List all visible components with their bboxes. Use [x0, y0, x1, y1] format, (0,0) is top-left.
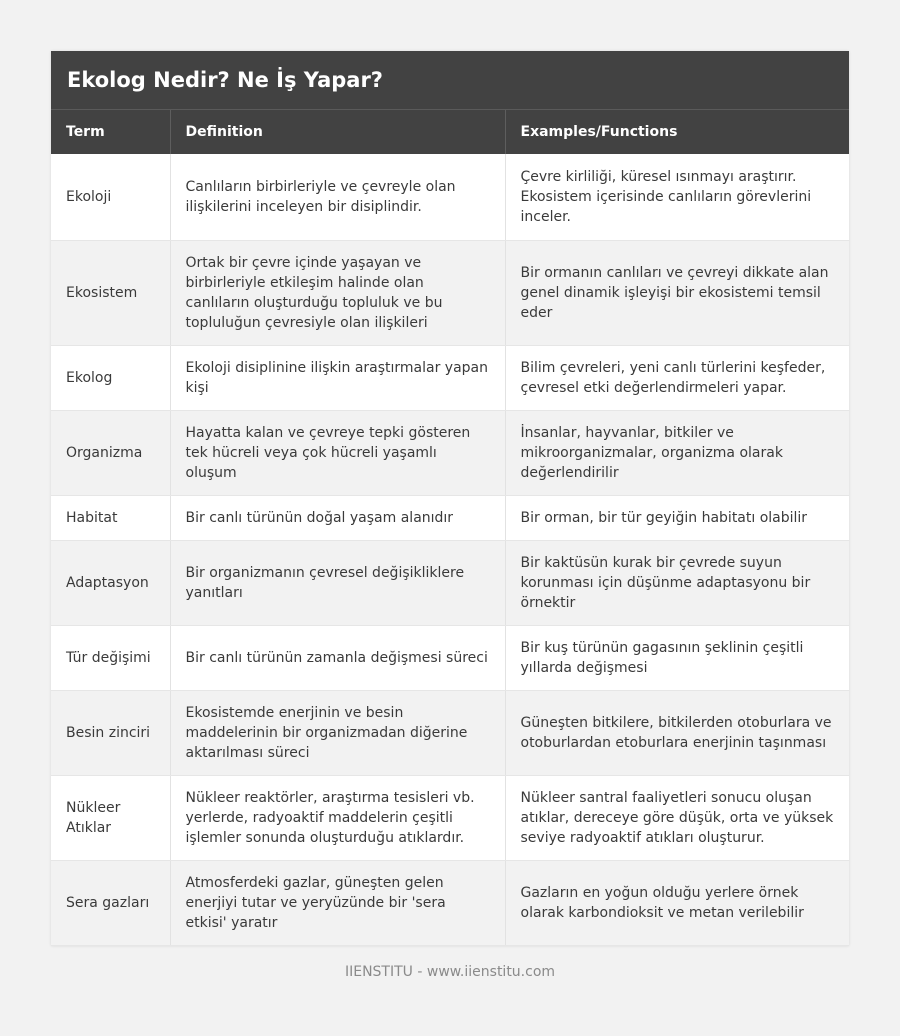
table-row: [51, 154, 849, 240]
definition-cell: Bir canlı türünün zamanla değişmesi süreci: [170, 625, 505, 690]
term-cell: Besin zinciri: [51, 690, 170, 775]
term-cell: Sera gazları: [51, 860, 170, 945]
table-row: [51, 410, 849, 495]
examples-cell: Çevre kirliliği, küresel ısınmayı araştırır. Ekosistem içerisinde canlıların görevlerini inceler.: [505, 154, 849, 240]
definition-cell: Atmosferdeki gazlar, güneşten gelen enerjiyi tutar ve yeryüzünde bir 'sera etkisi' yaratır: [170, 860, 505, 945]
definition-cell: Canlıların birbirleriyle ve çevreyle olan ilişkilerini inceleyen bir disiplindir.: [170, 154, 505, 240]
term-cell: Organizma: [51, 410, 170, 495]
examples-cell: Güneşten bitkilere, bitkilerden otoburlara ve otoburlardan etoburlara enerjinin taşınması: [505, 690, 849, 775]
definition-cell: Hayatta kalan ve çevreye tepki gösteren tek hücreli veya çok hücreli yaşamlı oluşum: [170, 410, 505, 495]
definition-cell: Ortak bir çevre içinde yaşayan ve birbirleriyle etkileşim halinde olan canlıların oluşturduğu topluluk ve bu topluluğun çevresiyle olan ilişkileri: [170, 240, 505, 345]
definition-cell: Ekosistemde enerjinin ve besin maddelerinin bir organizmadan diğerine aktarılması süreci: [170, 690, 505, 775]
table-row: [51, 625, 849, 690]
definition-cell: Nükleer reaktörler, araştırma tesisleri vb. yerlerde, radyoaktif maddelerin çeşitli işlemler sonunda oluşturduğu atıklardır.: [170, 775, 505, 860]
term-cell: Ekosistem: [51, 240, 170, 345]
column-header-examples: Examples/Functions: [505, 110, 849, 154]
footer-credit: IIENSTITU - www.iienstitu.com: [344, 964, 556, 980]
examples-cell: Bilim çevreleri, yeni canlı türlerini keşfeder, çevresel etki değerlendirmeleri yapar.: [505, 345, 849, 410]
definition-cell: Bir organizmanın çevresel değişikliklere yanıtları: [170, 540, 505, 625]
table-row: [51, 495, 849, 540]
examples-cell: Bir kaktüsün kurak bir çevrede suyun korunması için düşünme adaptasyonu bir örnektir: [505, 540, 849, 625]
column-header-definition: Definition: [170, 110, 505, 154]
term-cell: Habitat: [51, 495, 170, 540]
table-row: [51, 860, 849, 945]
table-card: [51, 51, 849, 946]
examples-cell: Gazların en yoğun olduğu yerlere örnek olarak karbondioksit ve metan verilebilir: [505, 860, 849, 945]
examples-cell: Bir orman, bir tür geyiğin habitatı olabilir: [505, 495, 849, 540]
term-cell: Nükleer Atıklar: [51, 775, 170, 860]
table-row: [51, 690, 849, 775]
table-row: [51, 775, 849, 860]
table-row: [51, 345, 849, 410]
examples-cell: İnsanlar, hayvanlar, bitkiler ve mikroorganizmalar, organizma olarak değerlendirilir: [505, 410, 849, 495]
term-cell: Adaptasyon: [51, 540, 170, 625]
term-cell: Ekoloji: [51, 154, 170, 240]
examples-cell: Bir kuş türünün gagasının şeklinin çeşitli yıllarda değişmesi: [505, 625, 849, 690]
definition-cell: Ekoloji disiplinine ilişkin araştırmalar yapan kişi: [170, 345, 505, 410]
examples-cell: Nükleer santral faaliyetleri sonucu oluşan atıklar, dereceye göre düşük, orta ve yüksek seviye radyoaktif atıkları oluşturur.: [505, 775, 849, 860]
term-cell: Tür değişimi: [51, 625, 170, 690]
table-row: [51, 540, 849, 625]
definitions-table: [51, 110, 849, 946]
header-row: [51, 110, 849, 154]
examples-cell: Bir ormanın canlıları ve çevreyi dikkate alan genel dinamik işleyişi bir ekosistemi temsil eder: [505, 240, 849, 345]
term-cell: Ekolog: [51, 345, 170, 410]
table-title: Ekolog Nedir? Ne İş Yapar?: [51, 51, 849, 110]
table-row: [51, 240, 849, 345]
column-header-term: Term: [51, 110, 170, 154]
definition-cell: Bir canlı türünün doğal yaşam alanıdır: [170, 495, 505, 540]
